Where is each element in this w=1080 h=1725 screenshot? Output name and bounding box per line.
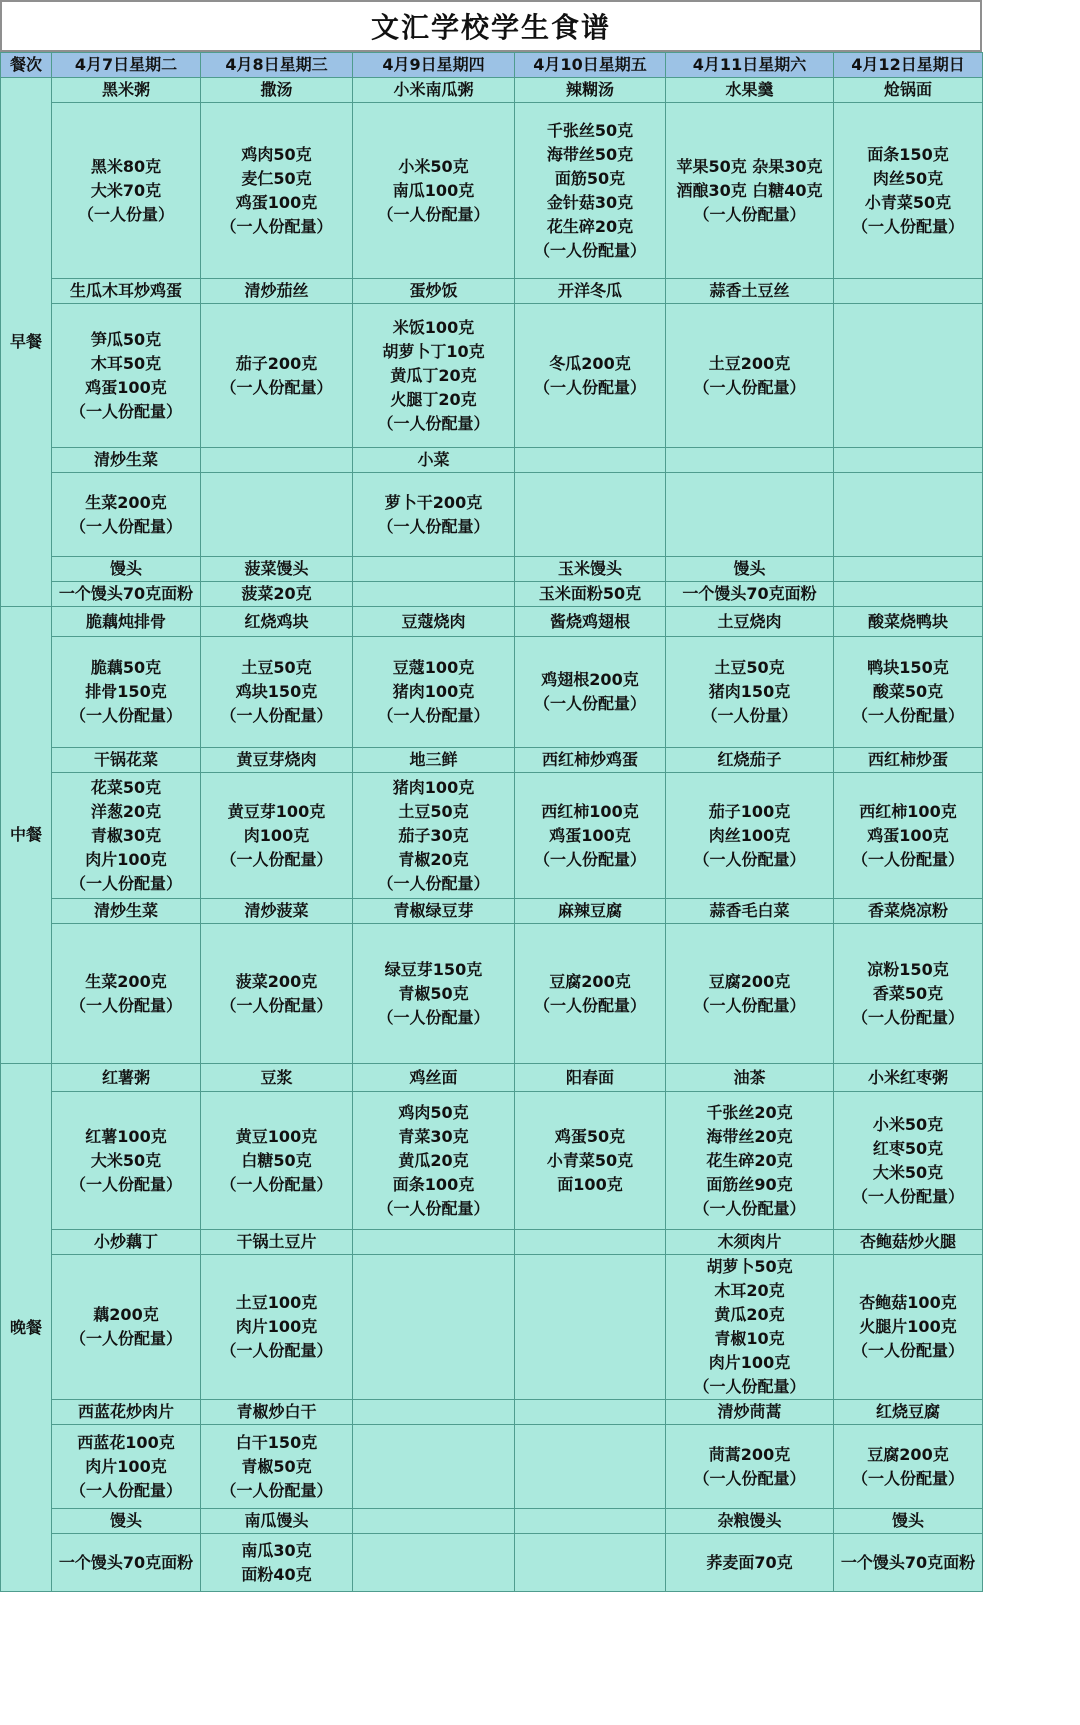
dish-name-cell: 西红柿炒鸡蛋: [515, 748, 666, 773]
dish-name-cell: 蒜香毛白菜: [666, 899, 834, 924]
dish-name-row: [1, 448, 983, 473]
dish-ingredients-cell: [201, 473, 353, 557]
dish-name-cell: 清炒茄丝: [201, 279, 353, 304]
dish-ingredients-cell: [515, 1255, 666, 1400]
dish-name-cell: 清炒生菜: [52, 899, 201, 924]
dish-name-cell: [515, 448, 666, 473]
dish-name-row: [1, 899, 983, 924]
dish-detail-row: [1, 1534, 983, 1592]
dish-name-cell: 豆蔻烧肉: [353, 607, 515, 637]
dish-ingredients-cell: 花菜50克 洋葱20克 青椒30克 肉片100克 （一人份配量）: [52, 773, 201, 899]
dish-name-cell: 鸡丝面: [353, 1064, 515, 1092]
dish-name-cell: 馒头: [52, 1509, 201, 1534]
dish-detail-row: [1, 637, 983, 748]
dish-name-cell: 清炒生菜: [52, 448, 201, 473]
dish-detail-row: [1, 473, 983, 557]
dish-detail-row: [1, 1092, 983, 1230]
dish-detail-row: [1, 103, 983, 279]
dish-ingredients-cell: 一个馒头70克面粉: [666, 582, 834, 607]
dish-name-row: [1, 1400, 983, 1425]
dish-ingredients-cell: 西蓝花100克 肉片100克 （一人份配量）: [52, 1425, 201, 1509]
dish-ingredients-cell: 鸭块150克 酸菜50克 （一人份配量）: [834, 637, 983, 748]
dish-ingredients-cell: 一个馒头70克面粉: [52, 582, 201, 607]
dish-detail-row: [1, 1255, 983, 1400]
dish-ingredients-cell: 土豆50克 猪肉150克 （一人份量）: [666, 637, 834, 748]
dish-ingredients-cell: 凉粉150克 香菜50克 （一人份配量）: [834, 924, 983, 1064]
dish-name-cell: [353, 1509, 515, 1534]
dish-ingredients-cell: [515, 1534, 666, 1592]
dish-name-cell: 水果羹: [666, 78, 834, 103]
dish-detail-row: [1, 582, 983, 607]
dish-ingredients-cell: 黄豆100克 白糖50克 （一人份配量）: [201, 1092, 353, 1230]
dish-ingredients-cell: [515, 473, 666, 557]
dish-name-row: [1, 1230, 983, 1255]
dish-ingredients-cell: 茄子200克 （一人份配量）: [201, 304, 353, 448]
dish-name-cell: 南瓜馒头: [201, 1509, 353, 1534]
dish-ingredients-cell: [834, 582, 983, 607]
dish-ingredients-cell: 鸡肉50克 青菜30克 黄瓜20克 面条100克 （一人份配量）: [353, 1092, 515, 1230]
dish-name-cell: 开洋冬瓜: [515, 279, 666, 304]
dish-ingredients-cell: 面条150克 肉丝50克 小青菜50克 （一人份配量）: [834, 103, 983, 279]
dish-name-cell: 脆藕炖排骨: [52, 607, 201, 637]
dish-name-cell: [834, 557, 983, 582]
dish-ingredients-cell: [834, 473, 983, 557]
dish-ingredients-cell: 笋瓜50克 木耳50克 鸡蛋100克 （一人份配量）: [52, 304, 201, 448]
meal-label-breakfast: 早餐: [1, 78, 52, 607]
header-day: 4月7日星期二: [52, 53, 201, 78]
dish-name-cell: 撒汤: [201, 78, 353, 103]
dish-name-cell: 玉米馒头: [515, 557, 666, 582]
dish-name-cell: 清炒茼蒿: [666, 1400, 834, 1425]
dish-ingredients-cell: 菠菜20克: [201, 582, 353, 607]
dish-ingredients-cell: 杏鲍菇100克 火腿片100克 （一人份配量）: [834, 1255, 983, 1400]
menu-table: [0, 52, 983, 1592]
page-title-bar: [0, 0, 982, 52]
dish-name-cell: 蛋炒饭: [353, 279, 515, 304]
dish-name-row: [1, 1064, 983, 1092]
dish-ingredients-cell: [515, 1425, 666, 1509]
dish-ingredients-cell: 千张丝20克 海带丝20克 花生碎20克 面筋丝90克 （一人份配量）: [666, 1092, 834, 1230]
dish-name-cell: [353, 557, 515, 582]
dish-name-cell: 干锅土豆片: [201, 1230, 353, 1255]
meal-label-lunch: 中餐: [1, 607, 52, 1064]
dish-name-row: [1, 748, 983, 773]
header-day: 4月10日星期五: [515, 53, 666, 78]
header-row: [1, 53, 983, 78]
dish-name-cell: 干锅花菜: [52, 748, 201, 773]
dish-ingredients-cell: 鸡肉50克 麦仁50克 鸡蛋100克 （一人份配量）: [201, 103, 353, 279]
dish-ingredients-cell: 菠菜200克 （一人份配量）: [201, 924, 353, 1064]
dish-name-cell: [201, 448, 353, 473]
dish-ingredients-cell: 黑米80克 大米70克 （一人份量）: [52, 103, 201, 279]
dish-ingredients-cell: 一个馒头70克面粉: [834, 1534, 983, 1592]
dish-name-cell: [515, 1400, 666, 1425]
dish-ingredients-cell: 小米50克 南瓜100克 （一人份配量）: [353, 103, 515, 279]
dish-ingredients-cell: 脆藕50克 排骨150克 （一人份配量）: [52, 637, 201, 748]
dish-name-cell: 香菜烧凉粉: [834, 899, 983, 924]
header-meal: 餐次: [1, 53, 52, 78]
dish-name-cell: 馒头: [834, 1509, 983, 1534]
dish-name-cell: 馒头: [666, 557, 834, 582]
dish-ingredients-cell: [353, 582, 515, 607]
dish-name-cell: 小米南瓜粥: [353, 78, 515, 103]
dish-name-cell: 西红柿炒蛋: [834, 748, 983, 773]
dish-ingredients-cell: 黄豆芽100克 肉100克 （一人份配量）: [201, 773, 353, 899]
dish-ingredients-cell: [353, 1255, 515, 1400]
dish-ingredients-cell: 一个馒头70克面粉: [52, 1534, 201, 1592]
dish-ingredients-cell: 胡萝卜50克 木耳20克 黄瓜20克 青椒10克 肉片100克 （一人份配量）: [666, 1255, 834, 1400]
dish-name-row: [1, 1509, 983, 1534]
dish-name-cell: [666, 448, 834, 473]
dish-ingredients-cell: [834, 304, 983, 448]
dish-ingredients-cell: 土豆100克 肉片100克 （一人份配量）: [201, 1255, 353, 1400]
dish-ingredients-cell: 土豆200克 （一人份配量）: [666, 304, 834, 448]
dish-name-cell: 酸菜烧鸭块: [834, 607, 983, 637]
dish-name-cell: 杂粮馒头: [666, 1509, 834, 1534]
dish-ingredients-cell: 生菜200克 （一人份配量）: [52, 473, 201, 557]
dish-ingredients-cell: 玉米面粉50克: [515, 582, 666, 607]
dish-name-cell: 小菜: [353, 448, 515, 473]
dish-name-cell: 菠菜馒头: [201, 557, 353, 582]
dish-name-row: [1, 607, 983, 637]
dish-name-cell: 麻辣豆腐: [515, 899, 666, 924]
dish-ingredients-cell: 小米50克 红枣50克 大米50克 （一人份配量）: [834, 1092, 983, 1230]
dish-name-cell: 豆浆: [201, 1064, 353, 1092]
dish-name-cell: 黑米粥: [52, 78, 201, 103]
dish-name-cell: 阳春面: [515, 1064, 666, 1092]
dish-ingredients-cell: [666, 473, 834, 557]
dish-name-cell: 杏鲍菇炒火腿: [834, 1230, 983, 1255]
dish-name-cell: 木须肉片: [666, 1230, 834, 1255]
header-day: 4月12日星期日: [834, 53, 983, 78]
dish-ingredients-cell: [353, 1534, 515, 1592]
dish-ingredients-cell: 南瓜30克 面粉40克: [201, 1534, 353, 1592]
dish-name-cell: 青椒绿豆芽: [353, 899, 515, 924]
header-day: 4月8日星期三: [201, 53, 353, 78]
dish-name-cell: 清炒菠菜: [201, 899, 353, 924]
dish-name-cell: 生瓜木耳炒鸡蛋: [52, 279, 201, 304]
header-day: 4月11日星期六: [666, 53, 834, 78]
dish-name-cell: [353, 1400, 515, 1425]
dish-name-cell: 红烧茄子: [666, 748, 834, 773]
dish-name-cell: 炝锅面: [834, 78, 983, 103]
dish-detail-row: [1, 1425, 983, 1509]
dish-detail-row: [1, 924, 983, 1064]
dish-ingredients-cell: 猪肉100克 土豆50克 茄子30克 青椒20克 （一人份配量）: [353, 773, 515, 899]
dish-ingredients-cell: 生菜200克 （一人份配量）: [52, 924, 201, 1064]
dish-name-cell: 酱烧鸡翅根: [515, 607, 666, 637]
dish-name-row: [1, 557, 983, 582]
dish-ingredients-cell: 白干150克 青椒50克 （一人份配量）: [201, 1425, 353, 1509]
dish-name-cell: 红烧豆腐: [834, 1400, 983, 1425]
dish-ingredients-cell: 鸡翅根200克 （一人份配量）: [515, 637, 666, 748]
dish-name-cell: 蒜香土豆丝: [666, 279, 834, 304]
dish-name-cell: 小米红枣粥: [834, 1064, 983, 1092]
dish-ingredients-cell: 茼蒿200克 （一人份配量）: [666, 1425, 834, 1509]
dish-ingredients-cell: 豆腐200克 （一人份配量）: [834, 1425, 983, 1509]
dish-name-cell: 地三鲜: [353, 748, 515, 773]
dish-ingredients-cell: 米饭100克 胡萝卜丁10克 黄瓜丁20克 火腿丁20克 （一人份配量）: [353, 304, 515, 448]
dish-ingredients-cell: 千张丝50克 海带丝50克 面筋50克 金针菇30克 花生碎20克 （一人份配量）: [515, 103, 666, 279]
dish-name-cell: 馒头: [52, 557, 201, 582]
dish-ingredients-cell: 西红柿100克 鸡蛋100克 （一人份配量）: [515, 773, 666, 899]
header-day: 4月9日星期四: [353, 53, 515, 78]
dish-ingredients-cell: 土豆50克 鸡块150克 （一人份配量）: [201, 637, 353, 748]
dish-ingredients-cell: 豆腐200克 （一人份配量）: [666, 924, 834, 1064]
dish-ingredients-cell: 豆腐200克 （一人份配量）: [515, 924, 666, 1064]
dish-ingredients-cell: 豆蔻100克 猪肉100克 （一人份配量）: [353, 637, 515, 748]
dish-ingredients-cell: 苹果50克 杂果30克 酒酿30克 白糖40克 （一人份配量）: [666, 103, 834, 279]
dish-name-cell: [515, 1509, 666, 1534]
dish-name-cell: [515, 1230, 666, 1255]
dish-name-cell: 红薯粥: [52, 1064, 201, 1092]
dish-ingredients-cell: 萝卜干200克 （一人份配量）: [353, 473, 515, 557]
dish-ingredients-cell: 荞麦面70克: [666, 1534, 834, 1592]
dish-ingredients-cell: 藕200克 （一人份配量）: [52, 1255, 201, 1400]
dish-ingredients-cell: 红薯100克 大米50克 （一人份配量）: [52, 1092, 201, 1230]
dish-name-cell: 黄豆芽烧肉: [201, 748, 353, 773]
dish-ingredients-cell: 冬瓜200克 （一人份配量）: [515, 304, 666, 448]
dish-name-cell: 青椒炒白干: [201, 1400, 353, 1425]
dish-ingredients-cell: 鸡蛋50克 小青菜50克 面100克: [515, 1092, 666, 1230]
dish-ingredients-cell: [353, 1425, 515, 1509]
dish-detail-row: [1, 773, 983, 899]
dish-name-row: [1, 279, 983, 304]
dish-name-cell: 西蓝花炒肉片: [52, 1400, 201, 1425]
page-title: 文汇学校学生食谱: [370, 11, 611, 44]
dish-name-cell: 辣糊汤: [515, 78, 666, 103]
dish-name-cell: 红烧鸡块: [201, 607, 353, 637]
dish-ingredients-cell: 绿豆芽150克 青椒50克 （一人份配量）: [353, 924, 515, 1064]
dish-name-cell: [834, 279, 983, 304]
meal-label-dinner: 晚餐: [1, 1064, 52, 1592]
dish-name-cell: 土豆烧肉: [666, 607, 834, 637]
dish-ingredients-cell: 茄子100克 肉丝100克 （一人份配量）: [666, 773, 834, 899]
dish-name-cell: 小炒藕丁: [52, 1230, 201, 1255]
dish-detail-row: [1, 304, 983, 448]
dish-name-row: [1, 78, 983, 103]
dish-name-cell: 油茶: [666, 1064, 834, 1092]
dish-ingredients-cell: 西红柿100克 鸡蛋100克 （一人份配量）: [834, 773, 983, 899]
dish-name-cell: [834, 448, 983, 473]
dish-name-cell: [353, 1230, 515, 1255]
